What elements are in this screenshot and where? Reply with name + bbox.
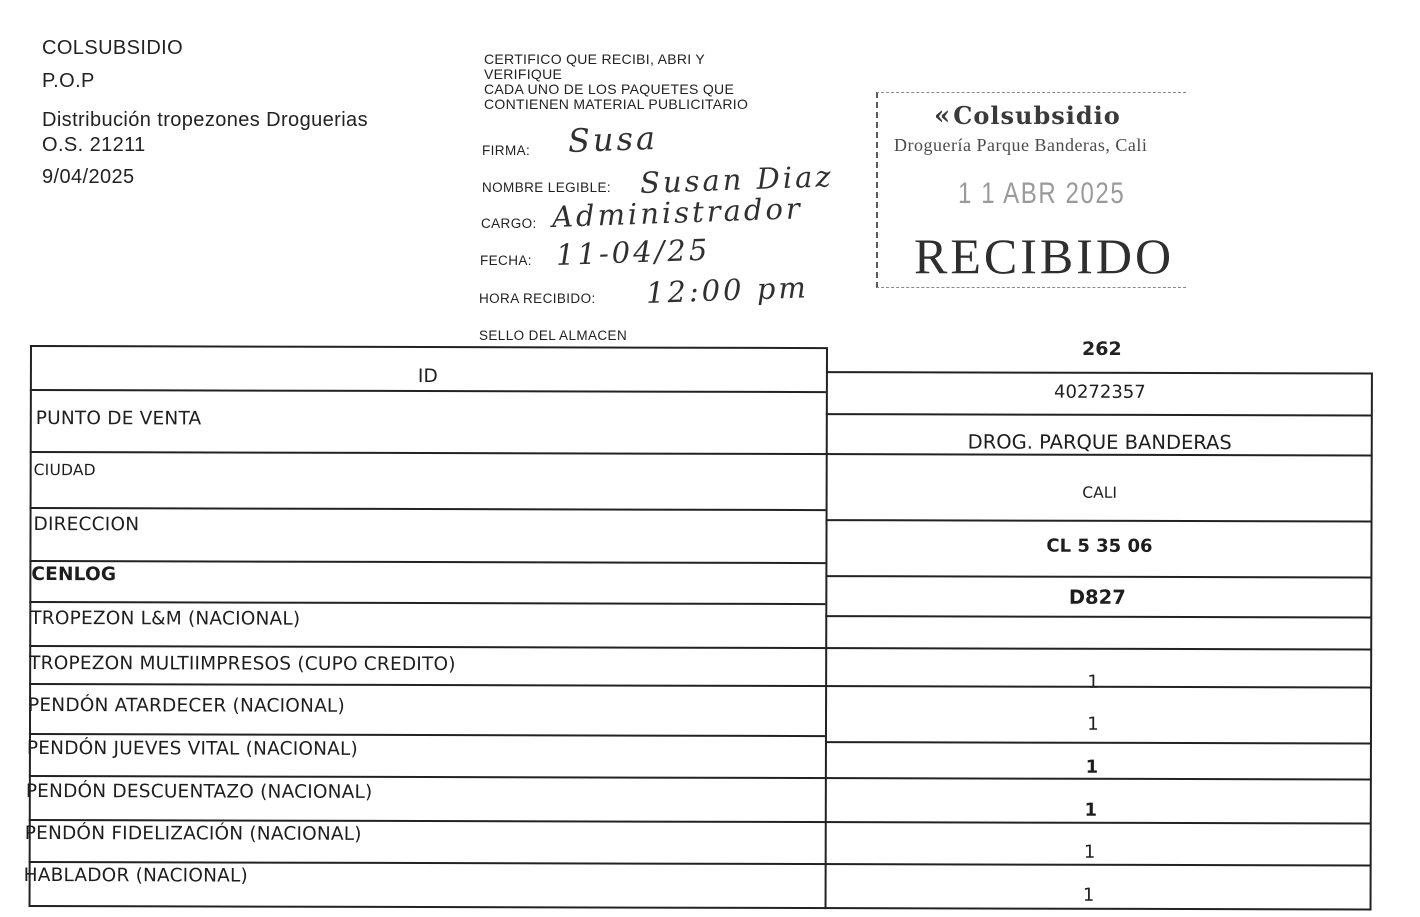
sello-almacen-label: SELLO DEL ALMACEN xyxy=(479,328,628,343)
cargo-label: CARGO: xyxy=(481,216,537,231)
row-value-hablador: 1 xyxy=(1082,884,1095,906)
row-label-ciudad: CIUDAD xyxy=(33,461,96,480)
row-label-cenlog: CENLOG xyxy=(31,564,117,586)
stamp-date: 1 1 ABR 2025 xyxy=(958,177,1126,210)
row-value-cenlog: D827 xyxy=(1068,585,1126,609)
row-label-pendon-atardecer: PENDÓN ATARDECER (NACIONAL) xyxy=(28,694,345,717)
firma-signature: Susa xyxy=(567,118,659,160)
row-divider xyxy=(825,575,1371,578)
pop-label: P.O.P xyxy=(42,70,95,92)
row-label-punto-de-venta: PUNTO DE VENTA xyxy=(35,408,202,430)
hora-recibido-value: 12:00 pm xyxy=(645,270,810,310)
row-divider xyxy=(825,741,1371,744)
row-divider xyxy=(29,733,825,737)
nombre-legible-label: NOMBRE LEGIBLE: xyxy=(482,180,612,195)
row-label-tropezon-multiimpresos: TROPEZON MULTIIMPRESOS (CUPO CREDITO) xyxy=(29,652,456,676)
row-divider xyxy=(29,683,1371,688)
fecha-label: FECHA: xyxy=(480,253,532,268)
row-value-punto-de-venta: DROG. PARQUE BANDERAS xyxy=(967,430,1232,455)
row-value-ciudad: CALI xyxy=(1082,483,1117,502)
colsubsidio-logo-icon: « xyxy=(934,101,952,131)
row-value-pendon-descuentazo: 1 xyxy=(1084,799,1098,821)
row-label-pendon-jueves-vital: PENDÓN JUEVES VITAL (NACIONAL) xyxy=(26,737,359,760)
received-stamp xyxy=(876,92,1186,288)
row-divider xyxy=(29,775,1371,780)
table-border-right xyxy=(1370,373,1373,911)
row-divider xyxy=(30,389,826,393)
order-number: O.S. 21211 xyxy=(42,134,146,156)
row-label-hablador: HABLADOR (NACIONAL) xyxy=(23,864,248,887)
stamp-subtitle: Droguería Parque Banderas, Cali xyxy=(894,135,1148,155)
row-value-id: 40272357 xyxy=(1054,381,1146,403)
row-divider xyxy=(826,413,1372,416)
row-divider xyxy=(29,560,825,564)
table-border-bottom xyxy=(29,905,1371,910)
row-label-pendon-fidelizacion: PENDÓN FIDELIZACIÓN (NACIONAL) xyxy=(24,822,362,845)
row-divider xyxy=(825,615,1371,618)
row-value-pendon-atardecer: 1 xyxy=(1087,713,1099,735)
stamp-status: RECIBIDO xyxy=(914,228,1175,284)
distribution-table xyxy=(23,345,1372,911)
row-divider xyxy=(29,601,825,605)
certification-text: CERTIFICO QUE RECIBI, ABRI Y VERIFIQUE CADA UNO DE LOS PAQUETES QUE CONTIENEN MATERIAL PUBLICITARIO xyxy=(484,51,749,112)
hora-recibido-label: HORA RECIBIDO: xyxy=(479,291,596,306)
row-label-id: ID xyxy=(417,366,439,388)
document-date: 9/04/2025 xyxy=(42,166,135,188)
fecha-value: 11-04/25 xyxy=(555,232,711,272)
firma-label: FIRMA: xyxy=(482,143,531,158)
table-column-divider xyxy=(825,347,828,909)
row-divider xyxy=(29,645,1371,650)
distribution-description: Distribución tropezones Droguerias xyxy=(42,109,368,131)
stamp-brand-text: Colsubsidio xyxy=(953,101,1121,130)
row-divider xyxy=(826,519,1372,522)
row-label-tropezon-lm: TROPEZON L&M (NACIONAL) xyxy=(30,608,301,630)
table-border-top-right xyxy=(826,371,1372,374)
table-border-top xyxy=(30,345,826,349)
cargo-value: Administrador xyxy=(551,191,804,234)
nombre-legible-value: Susan Diaz xyxy=(639,159,835,200)
column-number: 262 xyxy=(1082,338,1122,360)
company-name: COLSUBSIDIO xyxy=(42,37,184,59)
row-label-direccion: DIRECCION xyxy=(33,514,140,536)
row-divider xyxy=(30,507,826,511)
row-value-direccion: CL 5 35 06 xyxy=(1046,535,1153,557)
stamp-brand xyxy=(934,101,1121,131)
row-label-pendon-descuentazo: PENDÓN DESCUENTAZO (NACIONAL) xyxy=(25,780,373,803)
row-value-tropezon-multiimpresos: 1 xyxy=(1087,671,1099,693)
row-value-pendon-fidelizacion: 1 xyxy=(1083,841,1096,863)
row-value-pendon-jueves-vital: 1 xyxy=(1085,756,1099,778)
